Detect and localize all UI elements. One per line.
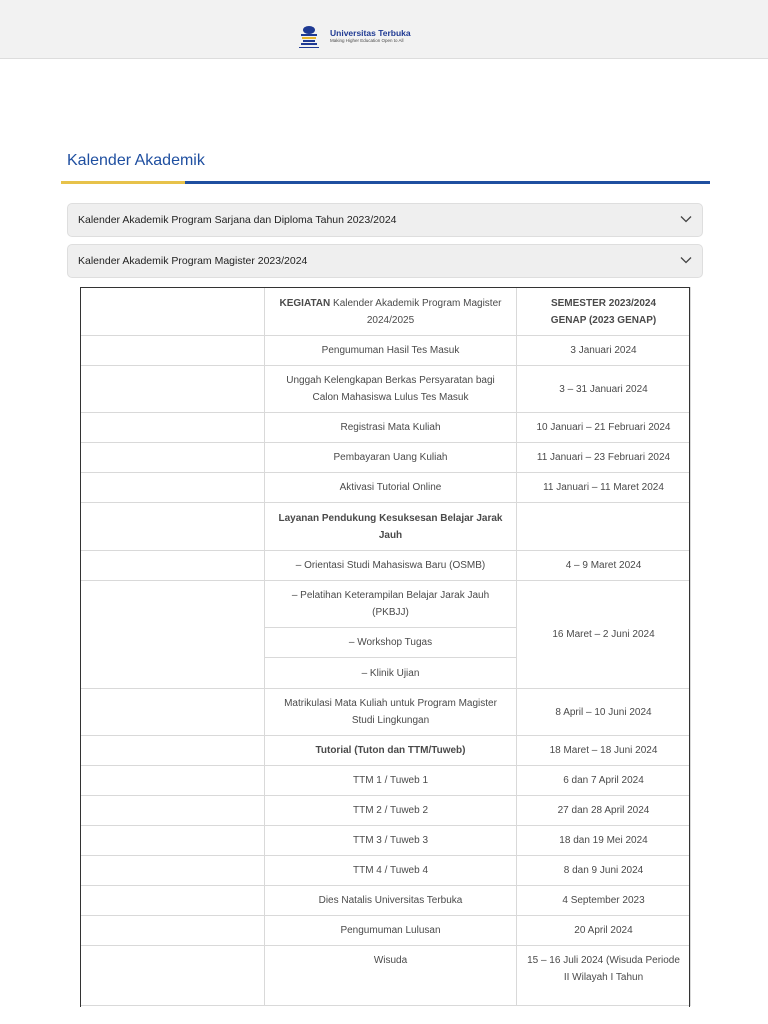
table-header-row xyxy=(81,288,691,336)
table-cell-empty xyxy=(81,689,265,736)
date-cell: 11 Januari – 23 Februari 2024 xyxy=(517,443,691,473)
header-semester-line2: GENAP (2023 GENAP) xyxy=(550,314,657,326)
page-title: Kalender Akademik xyxy=(67,152,205,169)
activity-cell: Matrikulasi Mata Kuliah untuk Program Magister Studi Lingkungan xyxy=(265,689,517,736)
activity-cell-section: Layanan Pendukung Kesuksesan Belajar Jarak Jauh xyxy=(265,503,517,551)
date-cell: 15 – 16 Juli 2024 (Wisuda Periode II Wilayah I Tahun xyxy=(517,946,691,1006)
table-cell-empty xyxy=(81,413,265,443)
activity-cell: – Pelatihan Keterampilan Belajar Jarak Jauh (PKBJJ) xyxy=(265,581,517,628)
date-cell: 10 Januari – 21 Februari 2024 xyxy=(517,413,691,443)
accordion-magister[interactable] xyxy=(67,244,703,278)
logo-tagline: Making Higher Education Open to All xyxy=(330,38,404,43)
table-row xyxy=(81,856,691,886)
chevron-down-icon xyxy=(680,256,692,264)
table-row xyxy=(81,443,691,473)
activity-cell: Pengumuman Lulusan xyxy=(265,916,517,946)
top-bar xyxy=(0,0,768,59)
accordion-sarjana-diploma[interactable] xyxy=(67,203,703,237)
title-divider-highlight xyxy=(61,181,185,184)
table-cell-empty xyxy=(81,366,265,413)
table-cell-empty xyxy=(81,796,265,826)
chevron-down-icon xyxy=(680,215,692,223)
table-row xyxy=(81,766,691,796)
date-cell: 6 dan 7 April 2024 xyxy=(517,766,691,796)
activity-cell: Unggah Kelengkapan Berkas Persyaratan bagi Calon Mahasiswa Lulus Tes Masuk xyxy=(265,366,517,413)
table-cell-empty xyxy=(81,551,265,581)
activity-cell: TTM 1 / Tuweb 1 xyxy=(265,766,517,796)
activity-cell: – Orientasi Studi Mahasiswa Baru (OSMB) xyxy=(265,551,517,581)
table-row xyxy=(81,736,691,766)
accordion-label: Kalender Akademik Program Magister 2023/2024 xyxy=(78,255,308,267)
table-cell-empty xyxy=(81,503,265,551)
table-cell-empty xyxy=(81,288,265,336)
activity-cell: Dies Natalis Universitas Terbuka xyxy=(265,886,517,916)
table-cell-empty xyxy=(81,473,265,503)
date-cell: 8 dan 9 Juni 2024 xyxy=(517,856,691,886)
table-row xyxy=(81,796,691,826)
table-cell-empty xyxy=(81,856,265,886)
table-cell-empty xyxy=(81,336,265,366)
table-cell-empty xyxy=(81,916,265,946)
activity-cell: – Workshop Tugas xyxy=(265,628,517,658)
table-cell-empty xyxy=(81,766,265,796)
table-cell-empty xyxy=(81,581,265,689)
table-row xyxy=(81,916,691,946)
activity-cell: TTM 2 / Tuweb 2 xyxy=(265,796,517,826)
header-semester xyxy=(517,288,691,336)
table-row xyxy=(81,581,691,628)
accordion-label: Kalender Akademik Program Sarjana dan Diploma Tahun 2023/2024 xyxy=(78,214,397,226)
table-row xyxy=(81,473,691,503)
date-cell: 16 Maret – 2 Juni 2024 xyxy=(517,581,691,689)
activity-cell: Wisuda xyxy=(265,946,517,1006)
date-cell: 4 September 2023 xyxy=(517,886,691,916)
table-cell-empty xyxy=(81,946,265,1006)
header-activity xyxy=(265,288,517,336)
table-row xyxy=(81,946,691,1006)
activity-cell: Aktivasi Tutorial Online xyxy=(265,473,517,503)
date-cell: 3 Januari 2024 xyxy=(517,336,691,366)
table-row xyxy=(81,336,691,366)
date-cell: 18 dan 19 Mei 2024 xyxy=(517,826,691,856)
logo-name: Universitas Terbuka xyxy=(330,28,411,38)
table-row xyxy=(81,413,691,443)
table-row xyxy=(81,366,691,413)
table-row xyxy=(81,886,691,916)
date-cell: 27 dan 28 April 2024 xyxy=(517,796,691,826)
date-cell: 20 April 2024 xyxy=(517,916,691,946)
header-activity-rest: Kalender Akademik Program Magister 2024/2025 xyxy=(333,297,502,326)
header-semester-line1: SEMESTER 2023/2024 xyxy=(550,297,657,309)
activity-cell-section: Tutorial (Tuton dan TTM/Tuweb) xyxy=(265,736,517,766)
date-cell: 3 – 31 Januari 2024 xyxy=(517,366,691,413)
table-row xyxy=(81,551,691,581)
activity-cell: Pengumuman Hasil Tes Masuk xyxy=(265,336,517,366)
date-cell: 8 April – 10 Juni 2024 xyxy=(517,689,691,736)
date-cell: 4 – 9 Maret 2024 xyxy=(517,551,691,581)
table-cell-empty xyxy=(81,736,265,766)
date-cell xyxy=(517,503,691,551)
activity-cell: TTM 4 / Tuweb 4 xyxy=(265,856,517,886)
schedule-table xyxy=(80,287,691,1006)
activity-cell: TTM 3 / Tuweb 3 xyxy=(265,826,517,856)
activity-cell: Registrasi Mata Kuliah xyxy=(265,413,517,443)
table-row xyxy=(81,503,691,551)
university-emblem-icon xyxy=(296,24,322,50)
table-cell-empty xyxy=(81,826,265,856)
header-activity-bold: KEGIATAN xyxy=(279,297,331,309)
table-cell-empty xyxy=(81,886,265,916)
activity-cell: – Klinik Ujian xyxy=(265,658,517,689)
table-row xyxy=(81,689,691,736)
date-cell: 11 Januari – 11 Maret 2024 xyxy=(517,473,691,503)
activity-cell: Pembayaran Uang Kuliah xyxy=(265,443,517,473)
date-cell: 18 Maret – 18 Juni 2024 xyxy=(517,736,691,766)
table-row xyxy=(81,826,691,856)
table-cell-empty xyxy=(81,443,265,473)
